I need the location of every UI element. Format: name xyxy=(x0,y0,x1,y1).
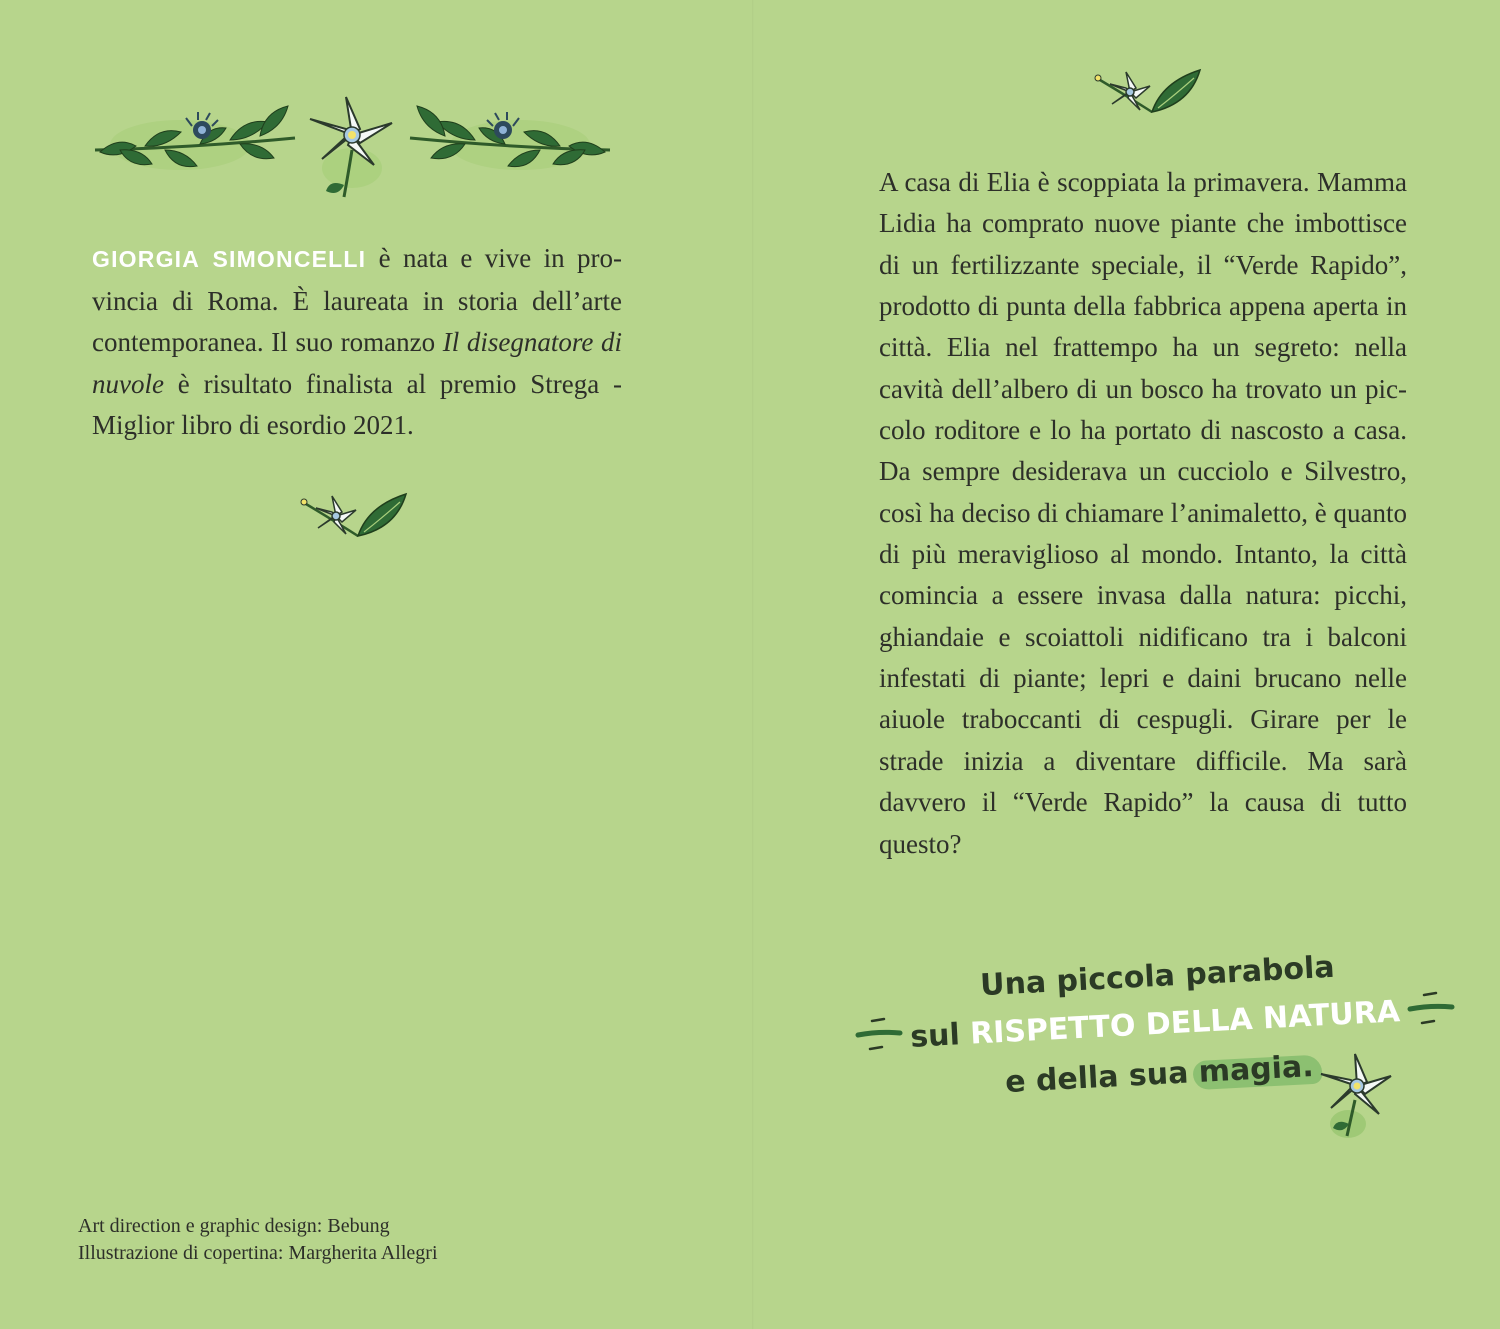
book-spine-fold xyxy=(752,0,754,1329)
credit-art-direction: Art direction e graphic design: Bebung xyxy=(78,1215,390,1237)
bio-text-part1: è nata e vive in provincia di Roma. È laureata in storia dell’arte contemporanea. Il suo romanzo xyxy=(92,243,622,357)
tagline-line2 xyxy=(909,994,1400,1055)
author-bio xyxy=(92,238,622,447)
leaf-garland-icon xyxy=(90,90,615,210)
bio-text-part2: è risultato finalista al premio Strega - Miglior libro di esordio 2021. xyxy=(92,368,622,440)
book-title: Il disegnatore di nuvole xyxy=(92,327,622,399)
credit-illustration: Illustrazione di copertina: Margherita Allegri xyxy=(78,1242,438,1264)
tagline-highlight-white: RISPETTO DELLA NATURA xyxy=(969,994,1401,1052)
credits xyxy=(78,1213,678,1267)
tagline-highlight-magia: magia. xyxy=(1197,1048,1315,1090)
flower-sprig-icon xyxy=(1090,68,1205,128)
accent-dash-icon xyxy=(1406,985,1456,1035)
tagline-line1: Una piccola parabola xyxy=(979,949,1336,1004)
book-blurb: A casa di Elia è scoppiata la primavera. Mamma Lidia ha comprato nuove piante che imbottisce di un fertilizzante speciale, il “Verde Rapido”, prodotto di punta della fabbrica appena aperta in città. Elia nel frattempo ha un segreto: nella cavità dell’albero di un bosco ha trovato un piccolo roditore e lo ha portato di nascosto a casa. Da sempre desiderava un cucciolo e Silvestro, così ha deciso di chiamare l’animaletto, è quanto di più meraviglioso al mondo. Intanto, la città comincia a essere invasa dalla natura: picchi, ghiandaie e scoiattoli nidificano tra i balconi infestati di piante; lepri e daini brucano nelle aiuole traboccanti di cespugli. Girare per le strade inizia a diventare difficile. Ma sarà davvero il “Verde Rapido” la causa di tutto questo? xyxy=(879,167,1407,859)
flower-sprig-icon xyxy=(296,492,411,552)
tagline-line3-prefix: e della sua xyxy=(1004,1054,1200,1101)
accent-dash-icon xyxy=(854,1013,904,1063)
tagline-line3 xyxy=(1004,1049,1314,1100)
author-name: GIORGIA SIMONCELLI xyxy=(92,246,367,272)
white-flower-icon xyxy=(1313,1052,1403,1142)
tagline-line2-prefix: sul xyxy=(909,1016,972,1055)
